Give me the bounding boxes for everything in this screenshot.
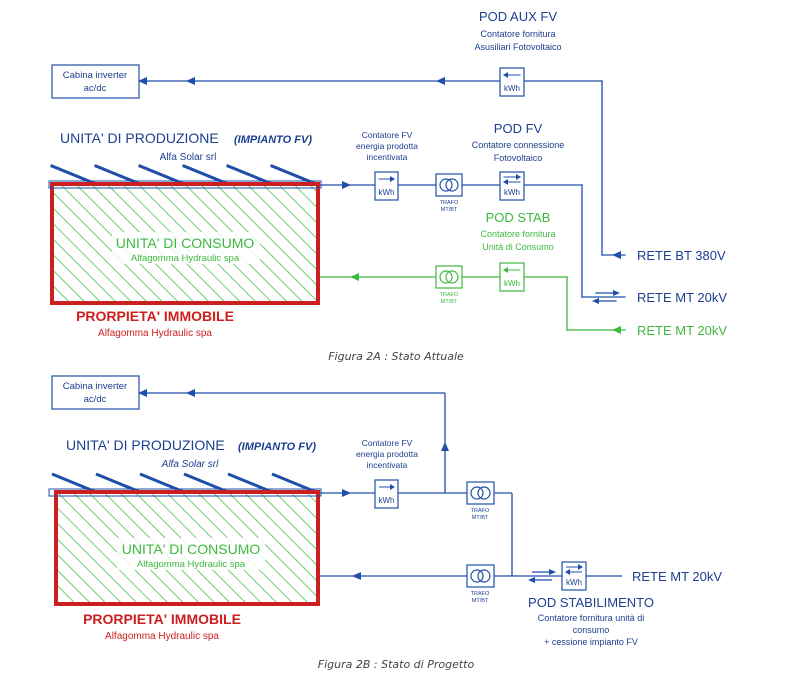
meter-pod-fv — [500, 172, 524, 200]
meter-fv-b — [375, 480, 398, 508]
cabina-label-2: ac/dc — [83, 83, 107, 94]
pod-stabilimento-line1: Contatore fornitura unità di — [537, 613, 645, 623]
trafo-b-upper — [467, 482, 494, 521]
trafo-label: MT/BT — [471, 515, 489, 521]
trafo-green-a — [436, 266, 462, 305]
consumo-title-b: UNITA' DI CONSUMO — [121, 541, 261, 557]
caption-2a: Figura 2A : Stato Attuale — [328, 350, 464, 363]
cabina-label-1: Cabina inverter — [62, 70, 128, 81]
pod-fv-title: POD FV — [493, 121, 543, 136]
kwh-label: kWh — [378, 188, 395, 197]
pod-stabilimento-line3: + cessione impianto FV — [544, 637, 638, 647]
contatore-fv-line1-a: Contatore FV — [361, 130, 413, 140]
consumo-title-a: UNITA' DI CONSUMO — [115, 235, 255, 251]
trafo-label: TRAFO — [439, 292, 459, 298]
produzione-company-a: Alfa Solar srl — [159, 152, 217, 163]
cabina-label-2-b: ac/dc — [83, 394, 107, 405]
meter-pod-stabilimento — [562, 562, 586, 590]
pod-stab-line2: Unità di Consumo — [482, 242, 554, 252]
meter-aux — [500, 68, 524, 96]
trafo-label: MT/BT — [440, 207, 458, 213]
pod-aux-line2: Asusiliari Fotovoltaico — [474, 42, 562, 52]
caption-2b: Figura 2B : Stato di Progetto — [317, 658, 475, 671]
figure-2b — [49, 376, 722, 671]
meter-fv-a — [375, 172, 398, 200]
consumo-company-b: Alfagomma Hydraulic spa — [136, 559, 246, 570]
trafo-label: TRAFO — [470, 591, 490, 597]
trafo-label: MT/BT — [471, 598, 489, 604]
contatore-fv-line2-a: energia prodotta — [356, 141, 418, 151]
rete-bt-label: RETE BT 380V — [637, 248, 726, 263]
kwh-label: kWh — [504, 279, 520, 288]
kwh-label: kWh — [504, 188, 520, 197]
trafo-b-lower — [467, 565, 494, 604]
rete-mt-green-label: RETE MT 20kV — [637, 323, 728, 338]
proprieta-title-b: PRORPIETA' IMMOBILE — [83, 611, 241, 627]
produzione-title-a: UNITA' DI PRODUZIONE — [60, 130, 219, 146]
trafo-label: MT/BT — [440, 299, 458, 305]
pod-aux-line1: Contatore fornitura — [480, 29, 556, 39]
trafo-blue-a — [436, 174, 462, 213]
pod-fv-line2: Fotovoltaico — [493, 153, 543, 163]
wires-green-2a — [318, 277, 625, 330]
contatore-fv-line3-a: incentivata — [366, 152, 408, 162]
pod-stab-title: POD STAB — [485, 210, 551, 225]
pod-aux-title: POD AUX FV — [478, 9, 558, 24]
contatore-fv-line3-b: incentivata — [366, 460, 408, 470]
kwh-label: kWh — [566, 578, 582, 587]
proprieta-company-b: Alfagomma Hydraulic spa — [105, 631, 219, 642]
contatore-fv-line2-b: energia prodotta — [356, 449, 418, 459]
proprieta-title-a: PRORPIETA' IMMOBILE — [76, 308, 234, 324]
kwh-label: kWh — [504, 84, 520, 93]
consumo-company-a: Alfagomma Hydraulic spa — [130, 253, 240, 264]
produzione-italic-b: (IMPIANTO FV) — [238, 441, 317, 453]
cabina-label-1-b: Cabina inverter — [62, 381, 128, 392]
pod-fv-line1: Contatore connessione — [471, 140, 565, 150]
contatore-fv-line1-b: Contatore FV — [361, 438, 413, 448]
trafo-label: TRAFO — [470, 508, 490, 514]
produzione-italic-a: (IMPIANTO FV) — [234, 134, 313, 146]
produzione-title-b: UNITA' DI PRODUZIONE — [66, 437, 225, 453]
rete-mt-label-b: RETE MT 20kV — [632, 569, 723, 584]
produzione-company-b: Alfa Solar srl — [161, 459, 219, 470]
proprieta-company-a: Alfagomma Hydraulic spa — [98, 328, 212, 339]
kwh-label: kWh — [378, 496, 395, 505]
figure-2a — [49, 9, 727, 363]
pod-stabilimento-line2: consumo — [572, 625, 610, 635]
trafo-label: TRAFO — [439, 200, 459, 206]
arrows-green-2a — [350, 273, 621, 334]
pod-stab-line1: Contatore fornitura — [480, 229, 556, 239]
pod-stabilimento-title: POD STABILIMENTO — [528, 595, 654, 610]
rete-mt-blue-label: RETE MT 20kV — [637, 290, 728, 305]
meter-pod-stab — [500, 263, 524, 291]
